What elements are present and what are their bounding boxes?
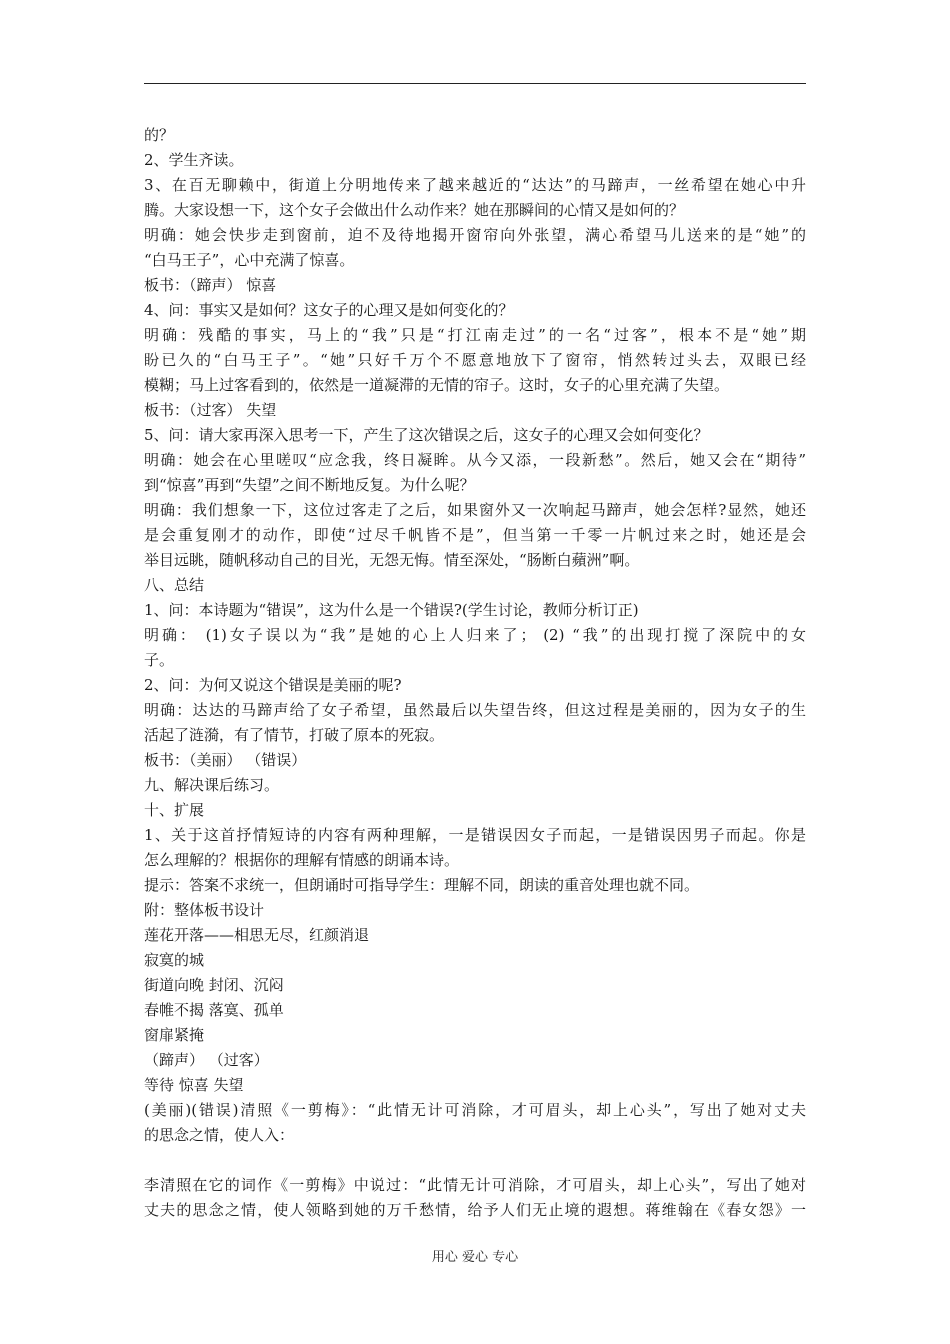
text-line: (美丽)(错误)清照《一剪梅》：“此情无计可消除，才可眉头，却上心头”，写出了她对丈夫: [144, 1101, 806, 1119]
text-line: 明确：达达的马蹄声给了女子希望，虽然最后以失望告终，但这过程是美丽的，因为女子的生: [144, 701, 806, 719]
text-line: 明确：我们想象一下，这位过客走了之后，如果窗外又一次响起马蹄声，她会怎样?显然，她还: [144, 501, 806, 519]
text-line: 明确：她会在心里嗟叹“应念我，终日凝眸。从今又添，一段新愁”。然后，她又会在“期待”: [144, 451, 806, 469]
text-line: 等待 惊喜 失望: [144, 1076, 244, 1094]
text-line: 明确：残酷的事实，马上的“我”只是“打江南走过”的一名“过客”，根本不是“她”期: [144, 326, 806, 344]
text-line: 丈夫的思念之情，使人领略到她的万千愁情，给予人们无止境的遐想。蒋维翰在《春女怨》一: [144, 1201, 806, 1219]
text-line: 十、扩展: [144, 801, 205, 819]
text-line: 1、关于这首抒情短诗的内容有两种理解，一是错误因女子而起，一是错误因男子而起。你是: [144, 826, 806, 844]
text-line: 街道向晚 封闭、沉闷: [144, 976, 284, 994]
text-line: 莲花开落——相思无尽，红颜消退: [144, 926, 370, 944]
text-line: 模糊；马上过客看到的，依然是一道凝滞的无情的帘子。这时，女子的心里充满了失望。: [144, 376, 730, 394]
text-line: 九、解决课后练习。: [144, 776, 280, 794]
text-line: 举目远眺，随帆移动自己的目光，无怨无悔。情至深处，“肠断白蘋洲”啊。: [144, 551, 640, 569]
text-line: 2、学生齐读。: [144, 151, 244, 169]
page-footer: 用心 爱心 专心: [431, 1250, 519, 1265]
text-line: 的思念之情，使人入：: [144, 1126, 295, 1144]
document-body: [144, 123, 806, 1223]
text-line: 腾。大家设想一下，这个女子会做出什么动作来？她在那瞬间的心情又是如何的？: [144, 201, 685, 219]
text-line: 子。: [144, 651, 175, 669]
text-line: 明确： (1)女子误以为“我”是她的心上人归来了； (2) “我”的出现打搅了深院中的女: [144, 626, 806, 644]
text-line: 板书：（蹄声） 惊喜: [144, 276, 277, 294]
text-line: 八、总结: [144, 576, 205, 594]
text-line: 活起了涟漪，有了情节，打破了原本的死寂。: [144, 726, 445, 744]
text-line: 是会重复刚才的动作，即使“过尽千帆皆不是”，但当第一千零一片帆过来之时，她还是会: [144, 526, 806, 544]
text-line: 附：整体板书设计: [144, 901, 265, 919]
text-line: 1、问：本诗题为“错误”，这为什么是一个错误?(学生讨论，教师分析订正): [144, 601, 639, 619]
text-line: 2、问：为何又说这个错误是美丽的呢?: [144, 676, 402, 694]
text-line: 3、在百无聊赖中，街道上分明地传来了越来越近的“达达”的马蹄声，一丝希望在她心中升: [144, 176, 806, 194]
text-line: 板书：（过客） 失望: [144, 401, 277, 419]
text-line: 板书：（美丽） （错误）: [144, 751, 307, 769]
text-line: “白马王子”，心中充满了惊喜。: [144, 251, 355, 269]
text-line: 怎么理解的？根据你的理解有情感的朗诵本诗。: [144, 851, 460, 869]
text-line: 明确：她会快步走到窗前，迫不及待地揭开窗帘向外张望，满心希望马儿送来的是“她”的: [144, 226, 806, 244]
text-line: 春帷不揭 落寞、孤单: [144, 1001, 284, 1019]
text-line: 4、问：事实又是如何？这女子的心理又是如何变化的？: [144, 301, 514, 319]
text-line: 李清照在它的词作《一剪梅》中说过：“此情无计可消除，才可眉头，却上心头”，写出了她对: [144, 1176, 806, 1194]
text-line: 的？: [144, 126, 175, 144]
text-line: 到“惊喜”再到“失望”之间不断地反复。为什么呢？: [144, 476, 475, 494]
header-rule: [144, 83, 806, 84]
text-line: 盼已久的“白马王子”。“她”只好千万个不愿意地放下了窗帘，悄然转过头去，双眼已经: [144, 351, 806, 369]
text-line: 提示：答案不求统一，但朗诵时可指导学生：理解不同，朗读的重音处理也就不同。: [144, 876, 700, 894]
text-line: （蹄声） （过客）: [144, 1051, 269, 1069]
text-line: 寂寞的城: [144, 951, 205, 969]
blank-line: [144, 1148, 806, 1173]
text-line: 窗扉紧掩: [144, 1026, 205, 1044]
text-line: 5、问：请大家再深入思考一下，产生了这次错误之后，这女子的心理又会如何变化？: [144, 426, 709, 444]
